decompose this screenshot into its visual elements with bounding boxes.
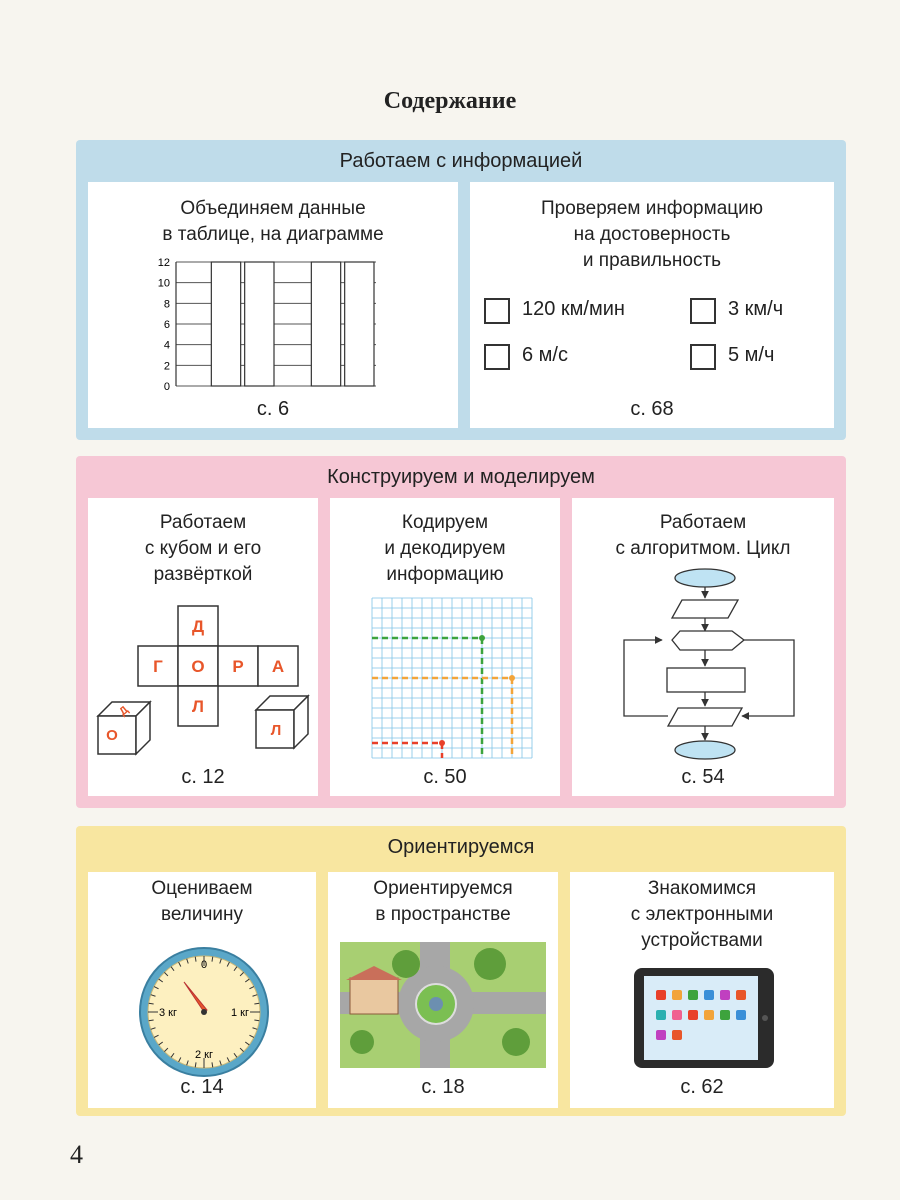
route-point (509, 675, 515, 681)
y-tick-label: 4 (163, 339, 170, 352)
card-cube-net[interactable] (88, 498, 318, 796)
card-page: с. 68 (630, 398, 674, 420)
card-page: с. 62 (680, 1076, 724, 1098)
card-title: Проверяем информацию на достоверность и правильность (540, 198, 764, 271)
dial-label-bottom: 2 кг (195, 1049, 213, 1061)
net-letter: О (191, 657, 205, 676)
app-icon (704, 990, 714, 1000)
card-title: Ориентируемся в пространстве (373, 878, 513, 925)
card-title: Оцениваем величину (151, 878, 253, 925)
route-path (372, 743, 442, 758)
card-page: с. 6 (256, 398, 290, 420)
card-check-information[interactable] (470, 182, 834, 428)
checkbox-option-3[interactable] (484, 344, 510, 370)
net-letter: А (271, 657, 285, 676)
page-title: Содержание (383, 88, 517, 114)
route-point (479, 635, 485, 641)
flow-start (675, 569, 735, 587)
bar (211, 262, 240, 386)
net-letter: Р (232, 657, 244, 676)
app-icon (688, 990, 698, 1000)
town-map-illustration (340, 942, 546, 1068)
card-title: Объединяем данные в таблице, на диаграмме (162, 198, 384, 245)
net-letter: Л (192, 697, 204, 716)
card-title: Знакомимся с электронными устройствами (630, 878, 774, 951)
flow-input (672, 600, 738, 618)
card-title: Работаем с кубом и его развёрткой (144, 512, 262, 585)
section-information (76, 140, 846, 440)
bar (311, 262, 340, 386)
card-data-table-diagram[interactable] (88, 182, 458, 428)
card-title: Кодируем и декодируем информацию (384, 512, 506, 585)
card-page: с. 50 (423, 766, 467, 788)
app-icon (720, 990, 730, 1000)
option-label: 5 м/ч (728, 344, 775, 366)
app-icon (656, 1030, 666, 1040)
cube-net-illustration (88, 598, 318, 768)
bar (245, 262, 274, 386)
app-icon (672, 990, 682, 1000)
checkbox-option-1[interactable] (484, 298, 510, 324)
y-tick-label: 0 (163, 381, 170, 393)
y-tick-label: 6 (163, 319, 170, 331)
card-coding[interactable] (330, 498, 560, 796)
y-tick-label: 12 (157, 257, 170, 269)
y-tick-label: 8 (163, 298, 170, 311)
app-icon (720, 1010, 730, 1020)
flow-process (667, 668, 745, 692)
card-title: Работаем с алгоритмом. Цикл (615, 512, 791, 559)
app-icon (672, 1030, 682, 1040)
page-number: 4 (70, 1140, 83, 1169)
dial-label-right: 1 кг (231, 1007, 249, 1019)
card-page: с. 18 (421, 1076, 465, 1098)
y-tick-label: 10 (157, 277, 170, 290)
app-icon (736, 990, 746, 1000)
coding-grid (372, 598, 532, 758)
section-title: Работаем с информацией (339, 150, 583, 172)
app-icon (736, 1010, 746, 1020)
cube-letter: О (106, 727, 118, 744)
card-estimate-value[interactable] (88, 872, 316, 1108)
checkbox-option-4[interactable] (690, 344, 716, 370)
app-icon (688, 1010, 698, 1020)
cube-letter: Д (117, 703, 131, 719)
scale-dial-illustration (88, 942, 316, 1082)
route-point (439, 740, 445, 746)
net-letter: Д (191, 617, 205, 636)
dial-label-top: 0 (200, 959, 208, 971)
card-page: с. 54 (681, 766, 725, 788)
app-icon (656, 990, 666, 1000)
card-algorithm[interactable] (572, 498, 834, 796)
app-icon (704, 1010, 714, 1020)
flowchart (572, 568, 834, 768)
section-title: Конструируем и моделируем (327, 466, 595, 488)
card-page: с. 12 (181, 766, 225, 788)
card-page: с. 14 (180, 1076, 224, 1098)
section-title: Ориентируемся (387, 836, 535, 858)
tablet-illustration (634, 968, 774, 1068)
option-label: 120 км/мин (522, 298, 625, 320)
dial-label-left: 3 кг (159, 1007, 177, 1019)
bar (345, 262, 374, 386)
cube-letter: Л (270, 722, 282, 739)
flow-end (675, 741, 735, 759)
app-icon (672, 1010, 682, 1020)
card-space-orientation[interactable] (328, 872, 558, 1108)
section-orientation (76, 826, 846, 1116)
flow-condition (672, 631, 744, 650)
section-construct-model (76, 456, 846, 808)
option-label: 3 км/ч (728, 298, 784, 320)
checkbox-option-2[interactable] (690, 298, 716, 324)
option-label: 6 м/с (522, 344, 568, 366)
y-tick-label: 2 (163, 360, 170, 373)
cube-right (256, 696, 308, 748)
app-icon (656, 1010, 666, 1020)
flow-output (668, 708, 742, 726)
net-letter: Г (153, 657, 163, 676)
card-electronic-devices[interactable] (570, 872, 834, 1108)
bar-chart (148, 256, 398, 396)
